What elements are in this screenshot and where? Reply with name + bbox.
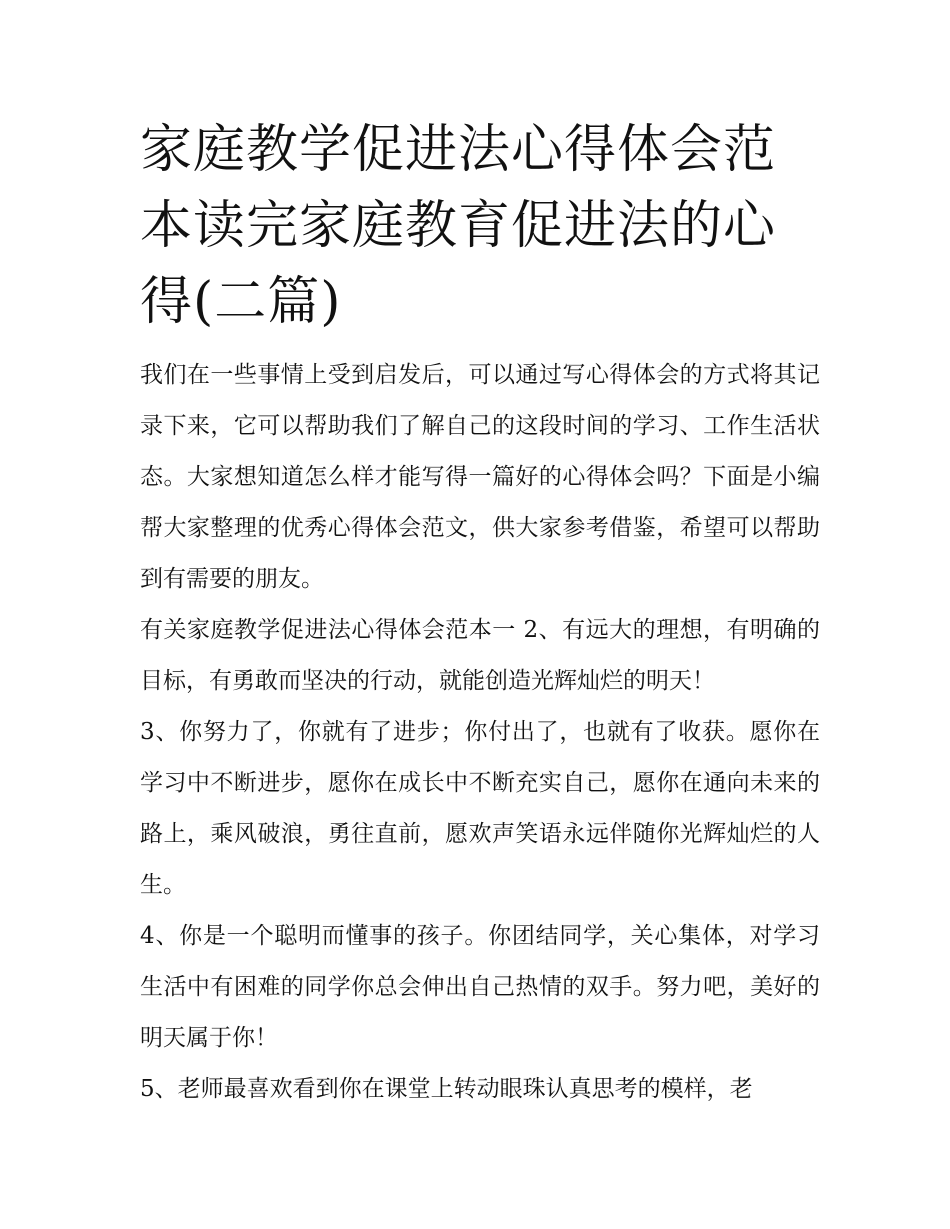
document-page: [140, 112, 820, 1115]
document-title: 家庭教学促进法心得体会范本读完家庭教育促进法的心得(二篇): [140, 120, 777, 332]
paragraph-intro: 我们在一些事情上受到启发后，可以通过写心得体会的方式将其记录下来，它可以帮助我们了解自己的这段时间的学习、工作生活状态。大家想知道怎么样才能写得一篇好的心得体会吗？下面是小编帮大家整理的优秀心得体会范文，供大家参考借鉴，希望可以帮助到有需要的朋友。: [140, 362, 820, 592]
paragraph-3: 4、你是一个聪明而懂事的孩子。你团结同学，关心集体，对学习生活中有困难的同学你总会伸出自己热情的双手。努力吧，美好的明天属于你！: [140, 923, 820, 1051]
paragraph-1: 有关家庭教学促进法心得体会范本一 2、有远大的理想，有明确的目标，有勇敢而坚决的行动，就能创造光辉灿烂的明天！: [140, 617, 820, 694]
paragraph-2: 3、你努力了，你就有了进步；你付出了，也就有了收获。愿你在学习中不断进步，愿你在成长中不断充实自己，愿你在通向未来的路上，乘风破浪，勇往直前，愿欢声笑语永远伴随你光辉灿烂的人生。: [140, 719, 820, 898]
paragraph-4: 5、老师最喜欢看到你在课堂上转动眼珠认真思考的模样，老: [140, 1076, 753, 1102]
document-body: [140, 350, 820, 1115]
